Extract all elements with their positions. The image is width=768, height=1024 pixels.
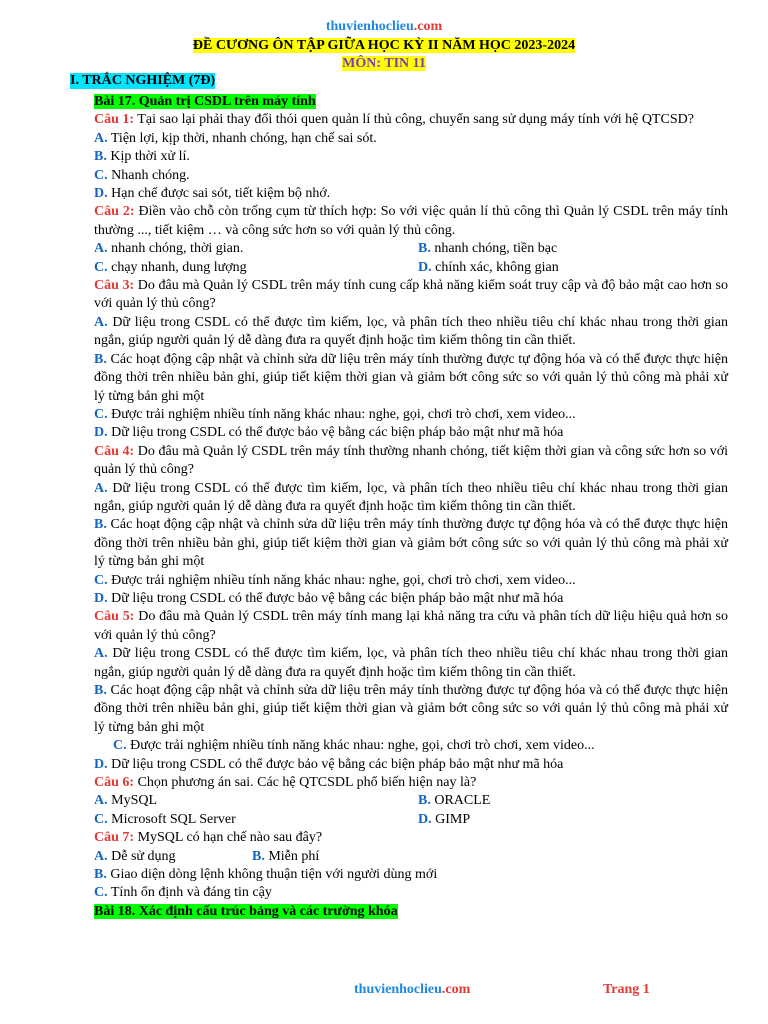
question-6: Câu 6: Chọn phương án sai. Các hệ QTCSDL phổ biến hiện nay là? [94, 775, 477, 791]
footer-site-link[interactable] [354, 982, 470, 998]
option: C. chạy nhanh, dung lượng [94, 259, 247, 275]
option: B. Miễn phí [252, 848, 320, 864]
question-2: Câu 2: Điền vào chỗ còn trống cụm từ thích hợp: So với việc quản lí thủ công thì Quản lý CSDL trên máy tính thường ..., tiết kiệm … và công sức hơn so với quản lý thủ công. [94, 204, 728, 238]
option: C. Được trải nghiệm nhiều tính năng khác nhau: nghe, gọi, chơi trò chơi, xem video... [113, 738, 595, 754]
question-1: Câu 1: Tại sao lại phải thay đổi thói quen quản lí thủ công, chuyển sang sử dụng máy tính với hệ QTCSD? [94, 112, 694, 128]
option: D. GIMP [418, 811, 471, 827]
page-number: Trang 1 [603, 982, 650, 997]
question-list [94, 93, 728, 921]
option: B. Kịp thời xử lí. [94, 149, 190, 165]
option-row [94, 240, 728, 258]
option: A. Dữ liệu trong CSDL có thể được tìm kiếm, lọc, và phân tích theo nhiều tiêu chí khác nhau trong thời gian ngắn, giúp người quản lý dễ dàng đưa ra quyết định hoặc tìm kiếm thông tin cần thiết. [94, 314, 728, 349]
option: B. Giao diện dòng lệnh không thuận tiện với người dùng mới [94, 867, 438, 883]
option: C. Được trải nghiệm nhiều tính năng khác nhau: nghe, gọi, chơi trò chơi, xem video... [94, 572, 576, 588]
option: C. Tính ổn định và đáng tin cậy [94, 885, 272, 901]
question-4: Câu 4: Do đâu mà Quản lý CSDL trên máy tính thường nhanh chóng, tiết kiệm thời gian và công sức hơn so với quản lý thủ công? [94, 443, 728, 478]
lesson-heading-17: Bài 17. Quản trị CSDL trên máy tính [94, 94, 316, 109]
option: B. nhanh chóng, tiền bạc [418, 241, 558, 257]
lesson-heading-18: Bài 18. Xác định cấu trúc bảng và các trường khóa [94, 903, 398, 919]
section-heading: I. TRẮC NGHIỆM (7Đ) [70, 73, 216, 88]
option-row [94, 848, 728, 866]
option: D. Dữ liệu trong CSDL có thể được bảo vệ bằng các biện pháp bảo mật như mã hóa [94, 590, 564, 606]
option: B. Các hoạt động cập nhật và chỉnh sửa dữ liệu trên máy tính thường được tự động hóa và có thể được thực hiện đồng thời trên nhiều bản ghi, giúp tiết kiệm thời gian và giảm bớt công sức so với quản lý thủ công mà phải xử lý từng bản ghi một [94, 683, 728, 735]
option: B. Các hoạt động cập nhật và chỉnh sửa dữ liệu trên máy tính thường được tự động hóa và có thể được thực hiện đồng thời trên nhiều bản ghi, giúp tiết kiệm thời gian và giảm bớt công sức so với quản lý thủ công mà phải xử lý từng bản ghi một [94, 517, 728, 570]
document-title-row [0, 38, 768, 54]
option: C. Được trải nghiệm nhiều tính năng khác nhau: nghe, gọi, chơi trò chơi, xem video... [94, 406, 576, 422]
question-5: Câu 5: Do đâu mà Quản lý CSDL trên máy tính mang lại khả năng tra cứu và phân tích dữ liệu hiệu quả hơn so với quản lý thủ công? [94, 609, 728, 643]
site-domain: .com [413, 19, 443, 34]
footer-site-domain: .com [441, 982, 471, 997]
option-row [94, 259, 728, 277]
option: D. Dữ liệu trong CSDL có thể được bảo vệ bằng các biện pháp bảo mật như mã hóa [94, 425, 564, 441]
option-row [94, 811, 728, 829]
option: A. nhanh chóng, thời gian. [94, 241, 244, 257]
option: A. Dữ liệu trong CSDL có thể được tìm kiếm, lọc, và phân tích theo nhiều tiêu chí khác nhau trong thời gian ngắn, giúp người quản lý dễ dàng đưa ra quyết định hoặc tìm kiếm thông tin cần thiết. [94, 646, 728, 680]
option: C. Microsoft SQL Server [94, 811, 236, 827]
option: A. Dữ liệu trong CSDL có thể được tìm kiếm, lọc, và phân tích theo nhiều tiêu chí khác nhau trong thời gian ngắn, giúp người quản lý dễ dàng đưa ra quyết định hoặc tìm kiếm thông tin cần thiết. [94, 480, 728, 514]
footer-site-name: thuvienhoclieu [354, 982, 442, 997]
site-header[interactable] [0, 19, 768, 35]
option: B. ORACLE [418, 793, 491, 809]
option: D. chính xác, không gian [418, 259, 559, 275]
option: A. Dễ sử dụng [94, 848, 176, 864]
document-title: ĐỀ CƯƠNG ÔN TẬP GIỮA HỌC KỲ II NĂM HỌC 2023-2024 [192, 38, 576, 53]
option: A. MySQL [94, 793, 158, 809]
subject-title: MÔN: TIN 11 [342, 56, 426, 71]
option: D. Hạn chế được sai sót, tiết kiệm bộ nhớ. [94, 186, 331, 202]
site-name: thuvienhoclieu [325, 19, 414, 34]
question-7: Câu 7: MySQL có hạn chế nào sau đây? [94, 830, 323, 846]
option: A. Tiện lợi, kịp thời, nhanh chóng, hạn chế sai sót. [94, 130, 377, 146]
option-row [94, 792, 728, 810]
option: B. Các hoạt động cập nhật và chỉnh sửa dữ liệu trên máy tính thường được tự động hóa và có thể được thực hiện đồng thời trên nhiều bản ghi, giúp tiết kiệm thời gian và giảm bớt công sức so với quản lý thủ công mà phải xử lý từng bản ghi một [94, 351, 728, 404]
option: D. Dữ liệu trong CSDL có thể được bảo vệ bằng các biện pháp bảo mật như mã hóa [94, 756, 564, 772]
subject-title-row [0, 56, 768, 72]
question-3: Câu 3: Do đâu mà Quản lý CSDL trên máy tính cung cấp khả năng kiểm soát truy cập và độ bảo mật cao hơn so với quản lý thủ công? [94, 278, 728, 312]
option: C. Nhanh chóng. [94, 167, 190, 183]
